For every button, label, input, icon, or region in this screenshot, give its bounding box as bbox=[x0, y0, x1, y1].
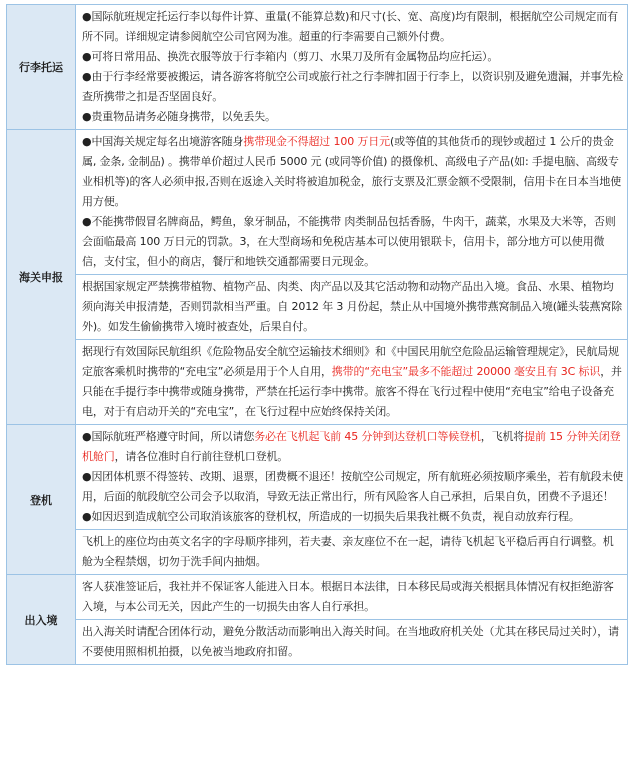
baggage-rule-2: ●可将日常用品、换洗衣服等放于行李箱内（剪刀、水果刀及所有金属物品均应托运）。 bbox=[82, 50, 499, 63]
customs-row-2 bbox=[7, 275, 628, 340]
customs-label: 海关申报 bbox=[7, 130, 76, 425]
customs-powerbank-post: ，并只能在手提行李中携带或随身携带，严禁在托运行李中携带。旅客不得在飞行过程中使用“充电宝”给电子设备充电，对于有启动开关的“充电宝”，在飞行过程中应始终保持关闭。 bbox=[82, 365, 622, 418]
immigration-row-1 bbox=[7, 575, 628, 620]
immigration-content-2 bbox=[76, 620, 628, 665]
boarding-row-1 bbox=[7, 425, 628, 530]
customs-content-3 bbox=[76, 340, 628, 425]
customs-powerbank-rule bbox=[82, 342, 624, 422]
customs-content-1 bbox=[76, 130, 628, 275]
customs-powerbank-pre: 据现行有效国际民航组织《危险物品安全航空运输技术细则》和《中国民用航空危险品运输管理规定》，民航局规定旅客乘机时携带的“充电宝”必须是用于个人自用， bbox=[82, 345, 619, 378]
immigration-entry-rule: 客人获准签证后，我社并不保证客人能进入日本。根据日本法律，日本移民局或海关根据具体情况有权拒绝游客入境，与本公司无关，因此产生的一切损失由客人自行承担。 bbox=[82, 580, 614, 613]
boarding-ticket-rule: ●因团体机票不得签转、改期、退票，团费概不退还！按航空公司规定，所有航班必须按顺序乘坐，若有航段未使用，后面的航段航空公司会予以取消，导致无法正常出行，所有风险客人自己承担，后果自负，团费不予退还！ bbox=[82, 470, 624, 503]
customs-powerbank-limit: 携带的“充电宝”最多不能超过 20000 毫安且有 3C 标识 bbox=[331, 365, 601, 378]
baggage-rule-3: ●由于行李经常要被搬运，请各游客将航空公司或旅行社之行李牌扣固于行李上，以资识别及避免遗漏，并事先检查所携带之扣是否坚固良好。 bbox=[82, 70, 624, 103]
immigration-customs-rule: 出入海关时请配合团体行动，避免分散活动而影响出入海关时间。在当地政府机关处（尤其在移民局过关时），请不要使用照相机拍摄，以免被当地政府扣留。 bbox=[82, 625, 619, 658]
boarding-seat-rule: 飞机上的座位均由英文名字的字母顺序排列，若夫妻、亲友座位不在一起，请待飞机起飞平稳后再自行调整。机舱为全程禁烟，切勿于洗手间内抽烟。 bbox=[82, 535, 614, 568]
boarding-time-arrive: 务必在飞机起飞前 45 分钟到达登机口等候登机 bbox=[254, 430, 481, 443]
baggage-label: 行李托运 bbox=[7, 5, 76, 130]
travel-notice-table bbox=[6, 4, 628, 665]
baggage-row bbox=[7, 5, 628, 130]
immigration-label: 出入境 bbox=[7, 575, 76, 665]
immigration-row-2 bbox=[7, 620, 628, 665]
boarding-time-mid: ，飞机将 bbox=[480, 430, 525, 443]
boarding-time-post: ，请各位准时自行前往登机口登机。 bbox=[114, 450, 289, 463]
customs-prohibited-rule: ●不能携带假冒名牌商品，鳄鱼，象牙制品，不能携带 肉类制品包括香肠，牛肉干，蔬菜，水果及大米等，否则会面临最高 100 万日元的罚款。3，在大型商场和免税店基本可以使用银联卡，信用卡，部分地方可以使用微信，支付宝，但小的商店，餐厅和地铁交通都需要日元现金。 bbox=[82, 215, 616, 268]
baggage-rule-4: ●贵重物品请务必随身携带，以免丢失。 bbox=[82, 110, 276, 123]
baggage-rule-1: ●国际航班规定托运行李以每件计算、重量(不能算总数)和尺寸(长、宽、高度)均有限制，根据航空公司规定而有所不同。详细规定请参阅航空公司官网为准。超重的行李需要自己额外付费。 bbox=[82, 10, 618, 43]
boarding-content-2 bbox=[76, 530, 628, 575]
customs-cash-pre: ●中国海关规定每名出境游客随身 bbox=[82, 135, 244, 148]
customs-row-3 bbox=[7, 340, 628, 425]
boarding-time-close: 提前 15 分钟关闭登机舱门 bbox=[82, 430, 621, 463]
boarding-time-rule bbox=[82, 427, 624, 467]
customs-cash-post: (或等值的其他货币的现钞或超过 1 公斤的贵金属, 金条, 金制品) 。携带单价超过人民币 5000 元 (或同等价值) 的摄像机、高级电子产品(如: 手提电脑、高级专业相机等)的客人必须申报,否则在返途入关时将被追加税金，旅行支票及汇票金额不受限制，信用卡在日本当地使用方便。 bbox=[82, 135, 622, 208]
customs-cash-rule bbox=[82, 132, 624, 212]
customs-plant-rule: 根据国家规定严禁携带植物、植物产品、肉类、肉产品以及其它活动物和动物产品出入境。食品、水果、植物均须向海关申报清楚，否则罚款相当严重。自 2012 年 3 月份起，禁止从中国境外携带燕窝制品入境(罐头装燕窝除外)。如发生偷偷携带入境时被查处，后果自付。 bbox=[82, 280, 623, 333]
boarding-content-1 bbox=[76, 425, 628, 530]
immigration-content-1 bbox=[76, 575, 628, 620]
customs-content-2 bbox=[76, 275, 628, 340]
baggage-content bbox=[76, 5, 628, 130]
boarding-time-pre: ●国际航班严格遵守时间，所以请您 bbox=[82, 430, 255, 443]
boarding-row-2 bbox=[7, 530, 628, 575]
customs-row-1 bbox=[7, 130, 628, 275]
boarding-label: 登机 bbox=[7, 425, 76, 575]
boarding-late-rule: ●如因迟到造成航空公司取消该旅客的登机权，所造成的一切损失后果我社概不负责，视自动放弃行程。 bbox=[82, 510, 580, 523]
customs-cash-limit: 携带现金不得超过 100 万日元 bbox=[243, 135, 390, 148]
